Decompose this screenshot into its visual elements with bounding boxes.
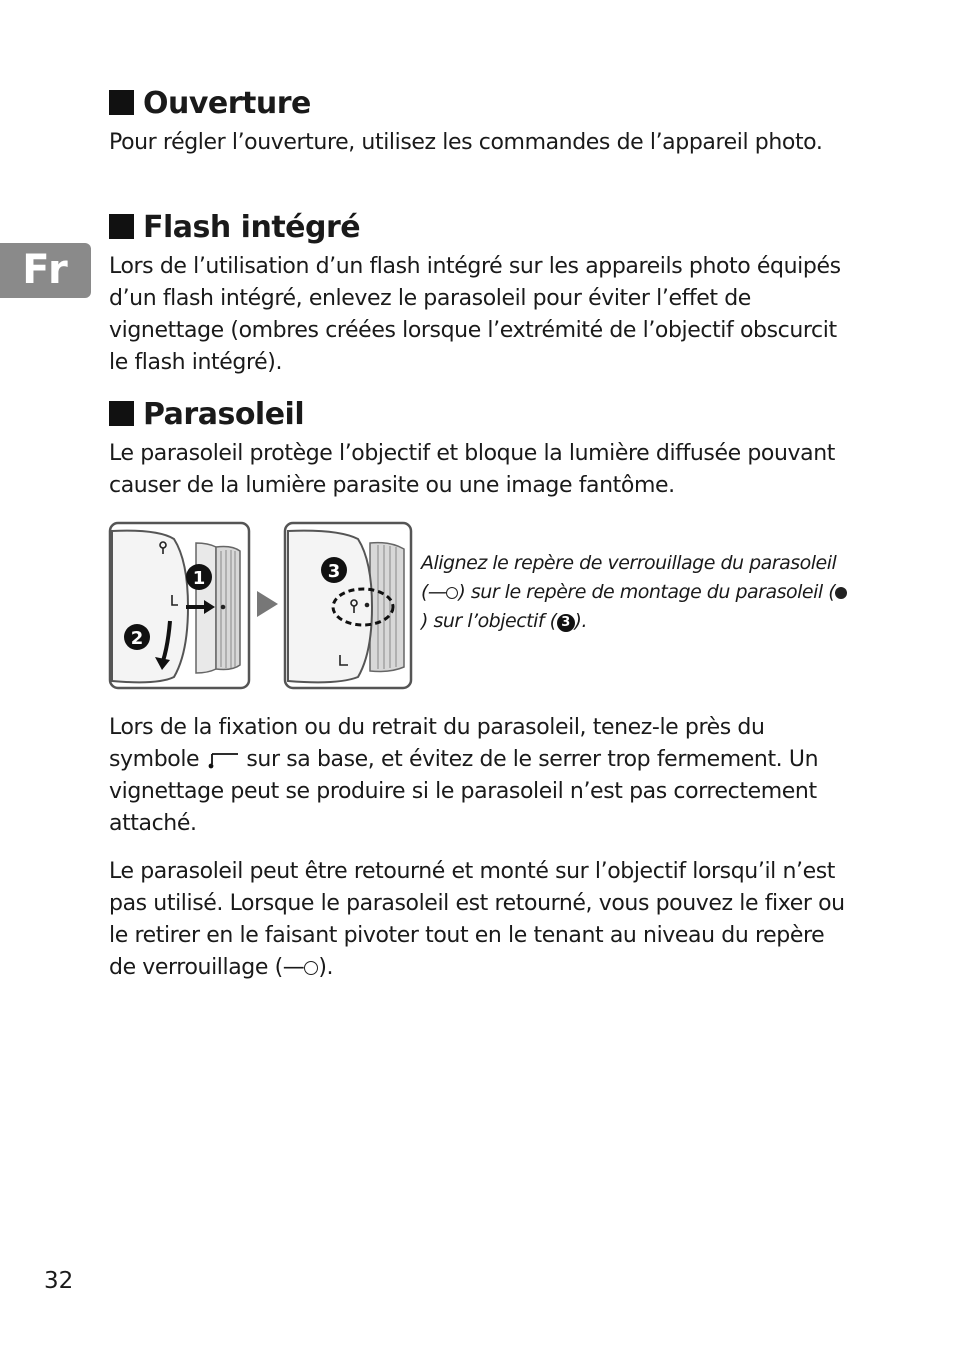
reverse-part2: ).	[318, 955, 334, 980]
open-circle-icon	[304, 961, 318, 975]
paragraph-flash: Lors de l’utilisation d’un flash intégré sur les appareils photo équipés d’un flash intégré, enlevez le parasoleil pour éviter l’effet de vignettage (ombres créées lorsque l’extrémité de l’objectif obscurcit le flash intégré).	[109, 254, 841, 375]
fixing-part2: sur sa base, et évitez de le serrer trop fermement. Un vignettage peut se produire si le parasoleil n’est pas correctement attaché.	[109, 747, 819, 836]
heading-flash	[109, 210, 360, 246]
caption-part4: ).	[574, 610, 587, 632]
caption-ref-badge: 3	[557, 614, 575, 632]
caption-part3: ) sur l’objectif (	[421, 610, 557, 632]
square-bullet-icon	[109, 90, 134, 115]
caption-part1: Alignez le repère de verrouillage du parasoleil (—	[421, 552, 837, 603]
heading-ouverture	[109, 86, 311, 122]
heading-flash-text: Flash intégré	[143, 210, 361, 245]
hood-left	[112, 531, 188, 683]
paragraph-fixing	[109, 712, 854, 840]
hood-right	[288, 531, 372, 683]
play-arrow-icon	[257, 591, 278, 617]
caption-part2: ) sur le repère de montage du parasoleil (	[458, 581, 836, 603]
step-1-label: 1	[192, 568, 206, 589]
fixing-part1: Lors de la fixation ou du retrait du parasoleil, tenez-le près du symbole	[109, 715, 765, 772]
paragraph-ouverture: Pour régler l’ouverture, utilisez les commandes de l’appareil photo.	[109, 130, 823, 155]
square-bullet-icon	[109, 401, 134, 426]
filled-dot-icon	[835, 587, 847, 599]
heading-parasoleil-text: Parasoleil	[143, 397, 305, 432]
hood-base-symbol-icon	[206, 750, 240, 770]
paragraph-parasoleil: Le parasoleil protège l’objectif et bloque la lumière diffusée pouvant causer de la lumière parasite ou une image fantôme.	[109, 441, 835, 498]
step-3-label: 3	[327, 561, 341, 582]
figure-caption	[421, 549, 851, 636]
reverse-part1: Le parasoleil peut être retourné et monté sur l’objectif lorsqu’il n’est pas utilisé. Lorsque le parasoleil est retourné, vous pouvez le fixer ou le retirer en le faisant pivoter tout en le tenant au niveau du repère de verrouillage (—	[109, 859, 845, 980]
paragraph-reverse	[109, 856, 854, 984]
language-tab: Fr	[0, 243, 91, 298]
square-bullet-icon	[109, 214, 134, 239]
step-2-label: 2	[130, 628, 144, 649]
open-circle-icon	[446, 587, 458, 599]
heading-ouverture-text: Ouverture	[143, 86, 311, 121]
page-number: 32	[44, 1268, 74, 1294]
heading-parasoleil	[109, 397, 304, 433]
lens-ring-left-outer	[216, 547, 240, 670]
lens-hood-illustration	[108, 521, 414, 691]
